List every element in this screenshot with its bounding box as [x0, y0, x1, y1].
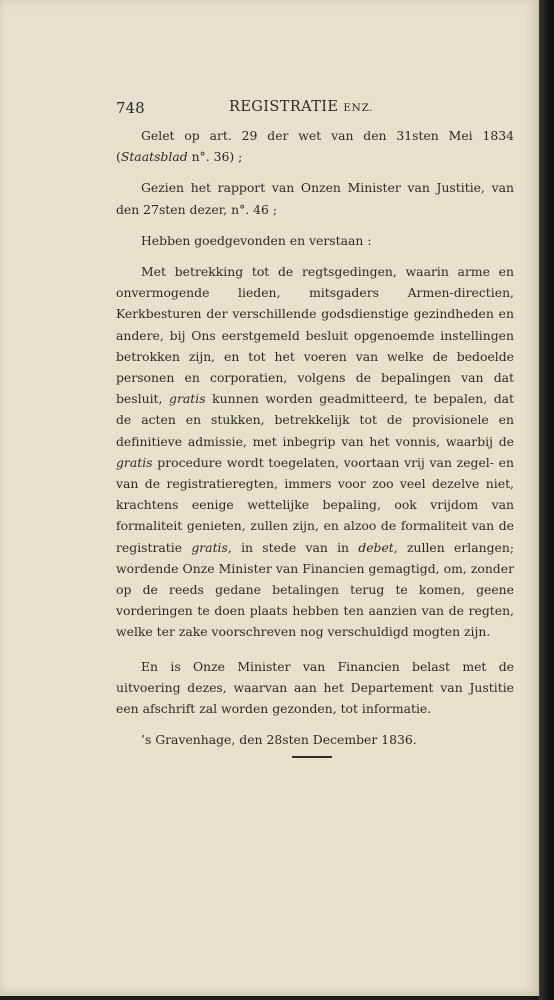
p4-italic-gratis-2: gratis [116, 454, 153, 470]
paragraph-date-line: ’s Gravenhage, den 28sten December 1836. [141, 732, 417, 748]
paragraph-en-is-onze-minister: En is Onze Minister van Financien belast met de uitvoering dezes, waarvan aan het Departement van Justitie een afschrift zal worden gezonden, tot informatie. [116, 658, 514, 717]
page-text-block [116, 97, 514, 750]
p4-italic-gratis-1: gratis [169, 391, 206, 407]
running-title [229, 99, 373, 115]
closing-rule [292, 756, 332, 758]
p4-part-i: , zullen erlangen; wordende Onze Minister van Financien gemagtigd, om, zonder op de reeds gedane betalingen terug te komen, geene vorderingen te doen plaats hebben ten aanzien van de regten, welke ter zake voorschreven nog verschuldigd mogten zijn. [116, 539, 514, 640]
paragraph-met-betrekking [116, 261, 514, 643]
p4-part-g: , in stede van in [227, 539, 359, 555]
p4-part-a: Met betrekking tot de regtsgedingen, waarin arme en onvermogende lieden, mitsgaders Armen-directien, Kerkbesturen der verschillende godsdienstige gezindheden en andere, bij Ons eerstgemeld besluit opgenoemde instellingen betrokken zijn, en tot het voeren van welke de bedoelde personen en corporatien, volgens de bepalingen van dat besluit, [116, 264, 514, 407]
paragraph-gezien: Gezien het rapport van Onzen Minister van Justitie, van den 27sten dezer, n°. 46 ; [116, 180, 514, 217]
p1-italic-staatsblad: Staatsblad [120, 149, 188, 165]
p4-part-e: procedure wordt toegelaten, voortaan vrij van zegel- en van de registratieregten, immers voor zoo veel dezelve niet, krachtens eenige wettelijke bepaling, ook vrijdom van formaliteit genieten, zullen zijn, en alzoo de formaliteit van de registratie [116, 454, 514, 555]
p1-tail: n°. 36) ; [187, 149, 243, 165]
paragraph-gelet-op [116, 125, 514, 167]
page-edge-shadow [539, 0, 554, 1000]
p4-part-c: kunnen worden geadmitteerd, te bepalen, dat de acten en stukken, betrekkelijk tot de provisionele en definitieve admissie, met inbegrip van het vonnis, waarbij de [116, 391, 515, 449]
running-title-suffix: ENZ. [343, 102, 374, 114]
p4-italic-debet: debet [358, 539, 394, 555]
page-number: 748 [116, 99, 145, 117]
running-title-main: REGISTRATIE [229, 99, 339, 115]
page-header [116, 97, 514, 125]
paragraph-hebben-goedgevonden: Hebben goedgevonden en verstaan : [141, 232, 372, 248]
p4-italic-gratis-3: gratis [191, 539, 228, 555]
p1-text: Gelet op art. 29 der wet van den 31sten Mei 1834 ( [116, 128, 514, 165]
